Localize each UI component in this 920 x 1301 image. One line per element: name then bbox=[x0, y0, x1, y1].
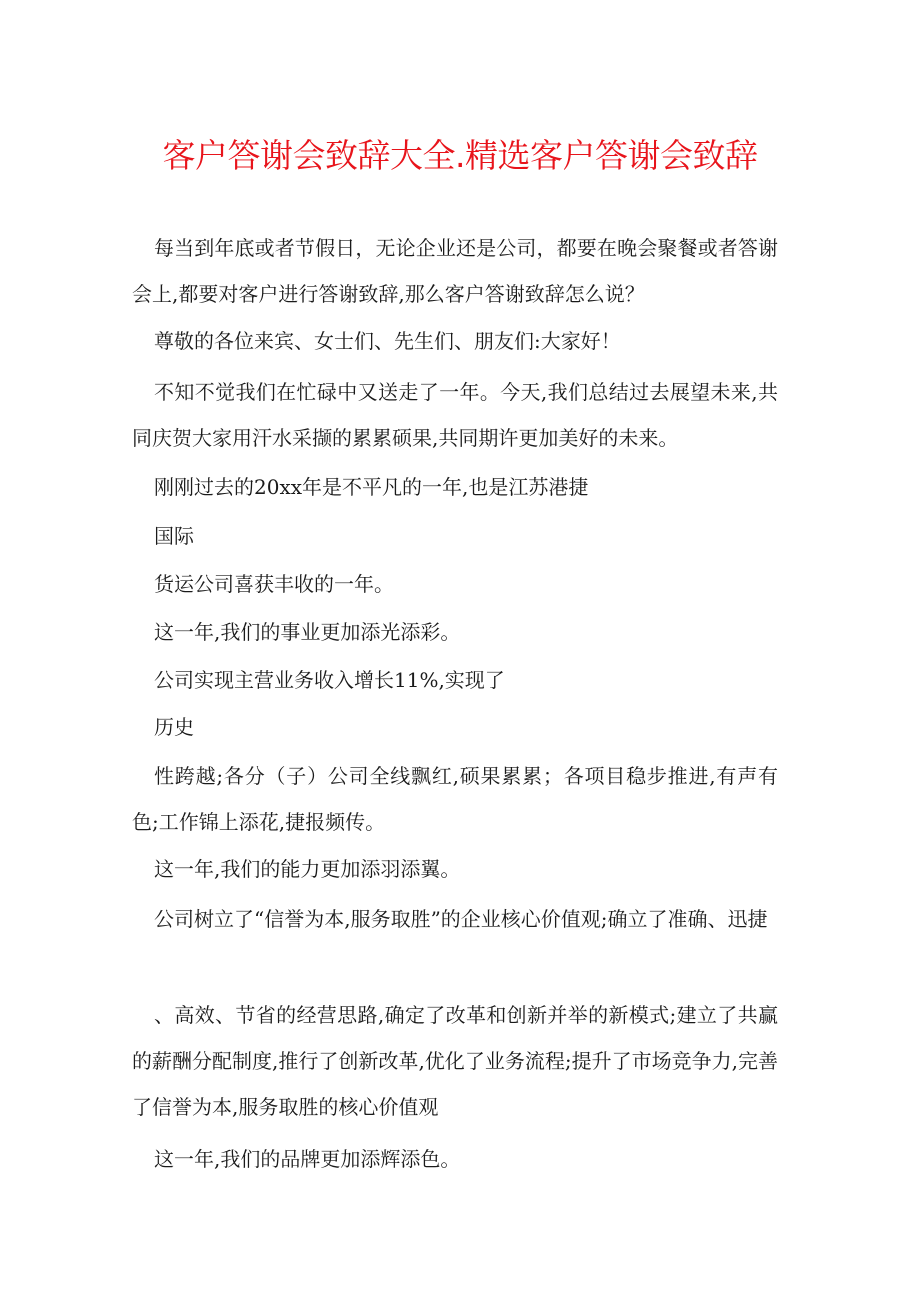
paragraph-year-review: 不知不觉我们在忙碌中又送走了一年。今天,我们总结过去展望未来,共同庆贺大家用汗水采撷的累累硕果,共同期许更加美好的未来。 bbox=[132, 380, 778, 450]
paragraph-greeting: 尊敬的各位来宾、女士们、先生们、朋友们:大家好！ bbox=[154, 329, 621, 353]
paragraph-past-year: 刚刚过去的20xx年是不平凡的一年,也是江苏港捷 bbox=[154, 475, 589, 499]
paragraph-harvest: 货运公司喜获丰收的一年。 bbox=[154, 572, 394, 596]
paragraph-branches: 性跨越;各分（子）公司全线飘红,硕果累累；各项目稳步推进,有声有色;工作锦上添花,捷报频传。 bbox=[132, 764, 778, 834]
paragraph-intro: 每当到年底或者节假日，无论企业还是公司，都要在晚会聚餐或者答谢会上,都要对客户进行答谢致辞,那么客户答谢致辞怎么说？ bbox=[132, 236, 778, 306]
document-title: 客户答谢会致辞大全.精选客户答谢会致辞 bbox=[162, 136, 758, 175]
paragraph-revenue-growth: 公司实现主营业务收入增长11%,实现了 bbox=[154, 668, 505, 692]
paragraph-core-values: 公司树立了“信誉为本,服务取胜”的企业核心价值观;确立了准确、迅捷 bbox=[154, 907, 768, 931]
paragraph-business-growth: 这一年,我们的事业更加添光添彩。 bbox=[154, 620, 461, 644]
paragraph-international: 国际 bbox=[154, 524, 194, 548]
paragraph-brand: 这一年,我们的品牌更加添辉添色。 bbox=[154, 1147, 461, 1171]
paragraph-operating-model: 、高效、节省的经营思路,确定了改革和创新并举的新模式;建立了共赢的薪酬分配制度,推行了创新改革,优化了业务流程;提升了市场竞争力,完善了信誉为本,服务取胜的核心价值观 bbox=[132, 1003, 778, 1119]
paragraph-history: 历史 bbox=[154, 715, 194, 739]
paragraph-capability: 这一年,我们的能力更加添羽添翼。 bbox=[154, 857, 461, 881]
